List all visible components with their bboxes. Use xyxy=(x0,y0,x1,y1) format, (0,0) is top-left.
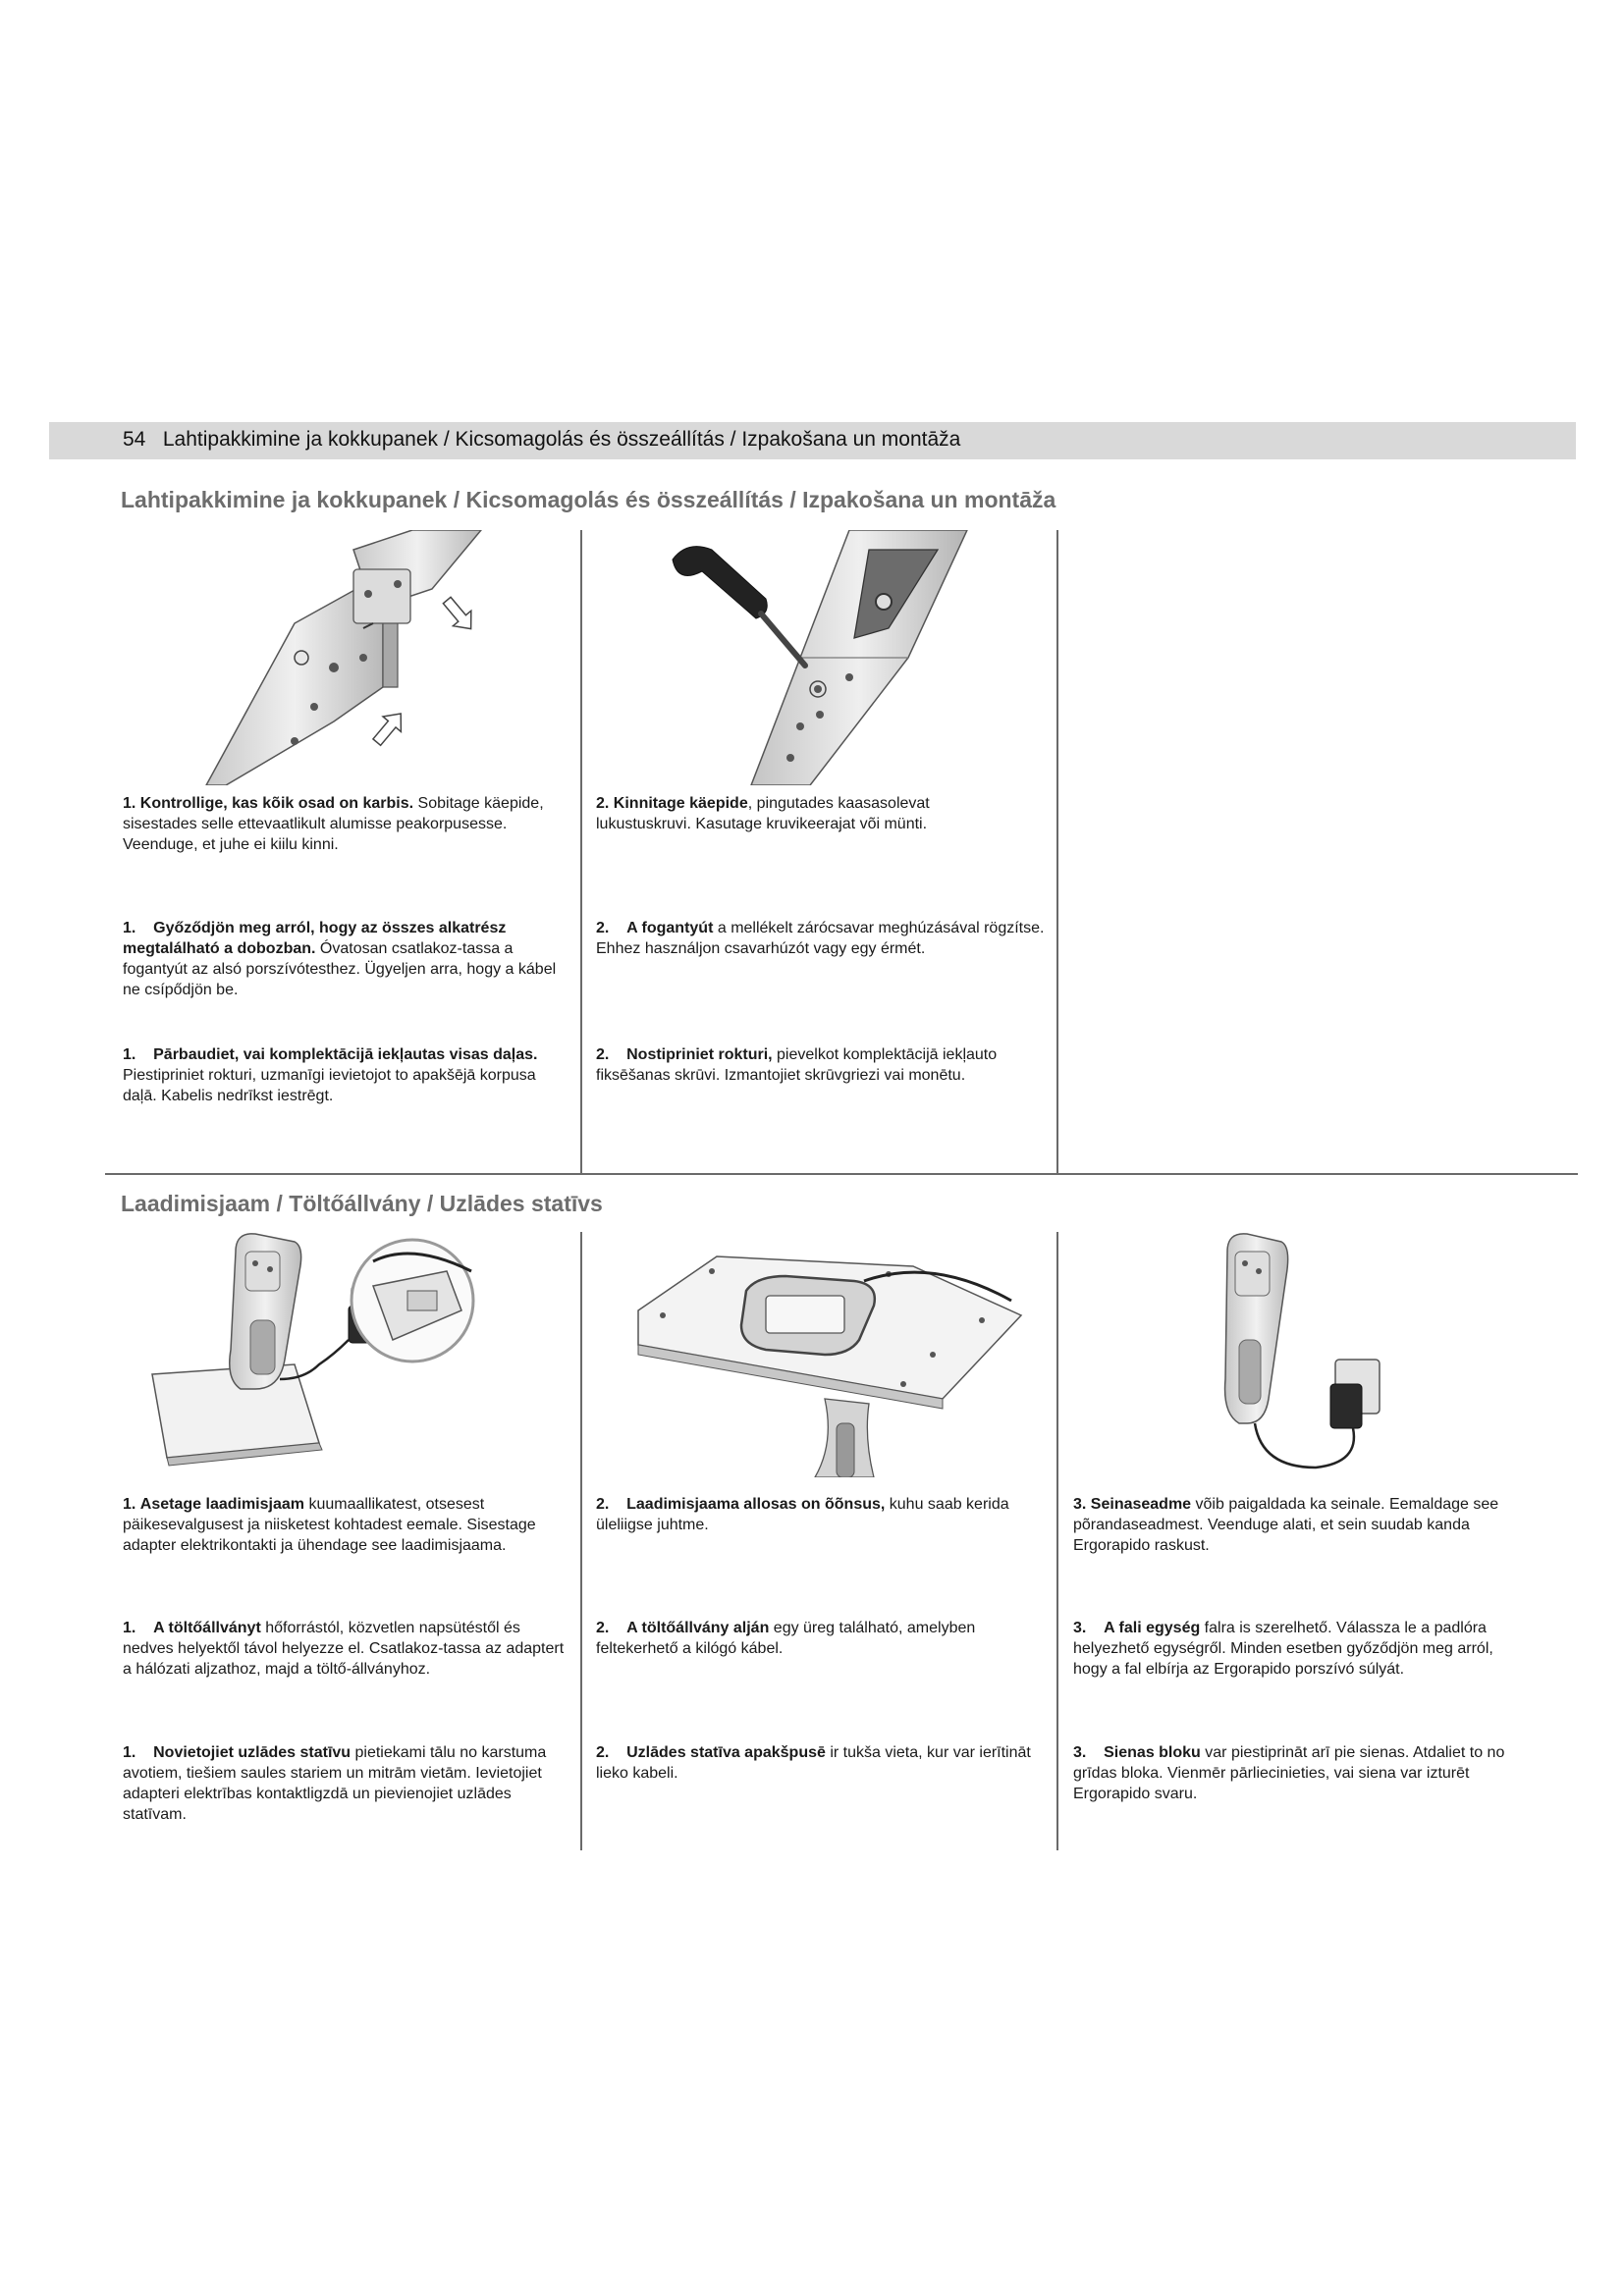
step-2-lv: 2. Nostipriniet rokturi, pievelkot komplektācijā iekļauto fiksēšanas skrūvi. Izmantojiet skrūvgriezi vai monētu. xyxy=(596,1046,998,1084)
step-3-et-charging: 3. Seinaseadme võib paigaldada ka seinale. Eemaldage see põrandaseadmest. Veenduge alati, et sein suudab kanda Ergorapido raskust. xyxy=(1073,1496,1499,1554)
step-2-hu: 2. A fogantyút a mellékelt zárócsavar meghúzásával rögzítse. Ehhez használjon csavarhúzót vagy egy érmét. xyxy=(596,920,1045,957)
step-2-lv-charging: 2. Uzlādes statīva apakšpusē ir tukša vieta, kur var ierītināt lieko kabeli. xyxy=(596,1744,1031,1782)
page-header-bar xyxy=(49,422,1576,459)
section-divider xyxy=(105,1173,1578,1175)
column-divider xyxy=(1056,1232,1058,1850)
step-2-et-charging: 2. Laadimisjaama allosas on õõnsus, kuhu saab kerida üleliigse juhtme. xyxy=(596,1496,1009,1533)
step-2-hu-charging: 2. A töltőállvány alján egy üreg található, amelyben feltekerhető a kilógó kábel. xyxy=(596,1620,976,1657)
column-divider xyxy=(580,1232,582,1850)
charging-station-underside-illustration xyxy=(619,1237,1031,1477)
handle-insertion-illustration xyxy=(196,530,550,785)
section-title-unpacking: Lahtipakkimine ja kokkupanek / Kicsomagolás és összeállítás / Izpakošana un montāža xyxy=(121,487,1056,512)
column-divider xyxy=(1056,530,1058,1173)
section-title-charging-station: Laadimisjaam / Töltőállvány / Uzlādes statīvs xyxy=(121,1191,603,1216)
step-1-hu: 1. Győződjön meg arról, hogy az összes alkatrész megtalálható a dobozban. Óvatosan csatlakoz-tassa a fogantyút az alsó porszívótesthez. Ügyeljen arra, hogy a kábel ne csípődjön be. xyxy=(123,920,557,998)
page-header xyxy=(123,428,960,452)
column-divider xyxy=(580,530,582,1173)
screwdriver-illustration xyxy=(653,530,987,785)
step-1-hu-charging: 1. A töltőállványt hőforrástól, közvetlen napsütéstől és nedves helyektől távol helyezze el. Csatlakoz-tassa az adaptert a hálózati aljzathoz, majd a töltő-állványhoz. xyxy=(123,1620,565,1678)
wall-unit-illustration xyxy=(1208,1232,1394,1477)
charging-station-illustration xyxy=(147,1232,569,1477)
step-2-et: 2. Kinnitage käepide, pingutades kaasasolevat lukustuskruvi. Kasutage kruvikeerajat või münti. xyxy=(596,795,930,832)
page-number: 54 xyxy=(123,428,146,451)
step-1-lv: 1. Pārbaudiet, vai komplektācijā iekļautas visas daļas. Piestipriniet rokturi, uzmanīgi ievietojot to apakšējā korpusa daļā. Kabelis nedrīkst iestrēgt. xyxy=(123,1046,538,1104)
step-3-hu-charging: 3. A fali egység falra is szerelhető. Válassza le a padlóra helyezhető egységről. Minden esetben győződjön meg arról, hogy a fal elbírja az Ergorapido porszívó súlyát. xyxy=(1073,1620,1493,1678)
step-1-lv-charging: 1. Novietojiet uzlādes statīvu pietiekami tālu no karstuma avotiem, tiešiem saules stariem un mitrām vietām. Ievietojiet adapteri elektrības kontaktligzdā un pievienojiet uzlādes statīvam. xyxy=(123,1744,547,1823)
step-3-lv-charging: 3. Sienas bloku var piestiprināt arī pie sienas. Atdaliet to no grīdas bloka. Vienmēr pārliecinieties, vai siena var izturēt Ergorapido svaru. xyxy=(1073,1744,1505,1802)
page-header-title: Lahtipakkimine ja kokkupanek / Kicsomagolás és összeállítás / Izpakošana un montāža xyxy=(162,428,961,451)
step-1-et-charging: 1. Asetage laadimisjaam kuumaallikatest, otsesest päikesevalgusest ja niisketest kohtadest eemale. Sisestage adapter elektrikontakti ja ühendage see laadimisjaama. xyxy=(123,1496,536,1554)
step-1-et: 1. Kontrollige, kas kõik osad on karbis. Sobitage käepide, sisestades selle ettevaatlikult alumisse peakorpusesse. Veenduge, et juhe ei kiilu kinni. xyxy=(123,795,544,853)
